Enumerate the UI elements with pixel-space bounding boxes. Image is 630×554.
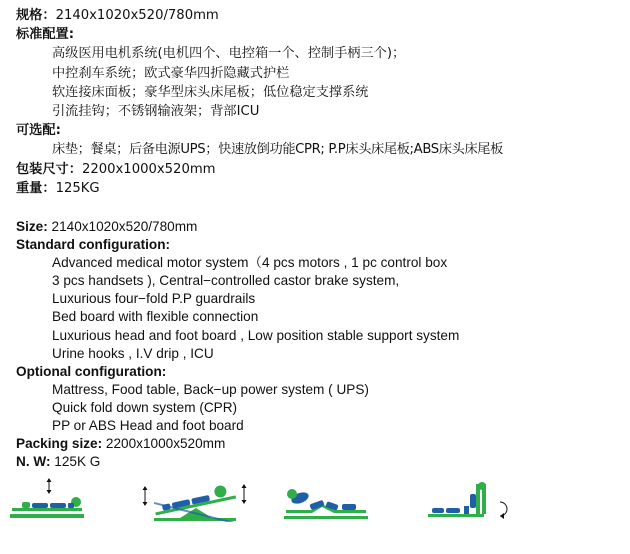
zh-weight-label: 重量: [16, 180, 43, 196]
zh-spec-label: 规格: [16, 8, 43, 23]
bed-height-adjust-icon: [8, 478, 90, 520]
zh-optional-label: 可选配:: [16, 123, 61, 139]
bed-backrest-knee-icon: [282, 478, 372, 520]
en-size-row: [16, 218, 626, 236]
en-nw-value: 125K G: [54, 454, 101, 470]
en-optional-label: Optional configuration:: [16, 363, 167, 379]
zh-standard-line: 中控刹车系统；欧式豪华四折隐藏式护栏: [52, 65, 290, 81]
en-nw-row: [16, 453, 626, 471]
zh-standard-line: 软连接床面板；豪华型床头床尾板；低位稳定支撑系统: [52, 84, 369, 100]
en-standard-line: Bed board with flexible connection: [52, 309, 259, 325]
en-standard-line: Advanced medical motor system（4 pcs motors , 1 pc control box: [52, 255, 448, 271]
en-standard-label: Standard configuration:: [16, 237, 171, 253]
en-size-value: 2140x1020x520/780mm: [51, 219, 198, 234]
chinese-spec-section: [16, 6, 626, 198]
zh-optional-line: 床垫；餐桌；后备电源UPS；快速放倒功能CPR; P.P床头床尾板;ABS床头床尾板: [52, 142, 503, 158]
en-packing-row: [16, 435, 626, 453]
zh-standard-line: 高级医用电机系统(电机四个、电控箱一个、控制手柄三个)；: [52, 46, 406, 62]
zh-standard-label: 标准配置:: [16, 27, 75, 43]
en-standard-line: 3 pcs handsets ), Central−controlled castor brake system,: [52, 273, 400, 289]
en-packing-value: 2200x1000x520mm: [105, 436, 226, 452]
bed-chair-position-icon: [420, 478, 520, 522]
zh-weight-row: 重量：125KG: [16, 180, 100, 196]
en-nw-label: N. W:: [16, 454, 51, 470]
en-standard-line: Luxurious four−fold P.P guardrails: [52, 291, 256, 307]
zh-spec-row: 规格：2140x1020x520/780mm: [16, 8, 219, 23]
en-packing-label: Packing size:: [16, 436, 103, 452]
en-standard-line: Urine hooks , I.V drip , ICU: [52, 345, 214, 361]
bed-position-icons: [0, 478, 630, 538]
zh-packing-value: 2200x1000x520mm: [81, 161, 216, 177]
en-optional-line: Quick fold down system (CPR): [52, 399, 238, 415]
zh-packing-label: 包装尺寸: [16, 161, 69, 177]
en-optional-line: Mattress, Food table, Back−up power system ( UPS): [52, 381, 369, 397]
en-size-label: Size:: [16, 219, 48, 234]
en-standard-line: Luxurious head and foot board , Low position stable support system: [52, 327, 460, 343]
zh-spec-value: 2140x1020x520/780mm: [55, 8, 219, 23]
bed-tilt-adjust-icon: [140, 478, 252, 522]
english-spec-section: [16, 218, 626, 471]
zh-standard-line: 引流挂钩；不锈钢输液架；背部ICU: [52, 104, 260, 120]
en-optional-line: PP or ABS Head and foot board: [52, 418, 244, 434]
zh-weight-value: 125KG: [55, 180, 100, 196]
zh-packing-row: 包装尺寸：2200x1000x520mm: [16, 161, 216, 177]
